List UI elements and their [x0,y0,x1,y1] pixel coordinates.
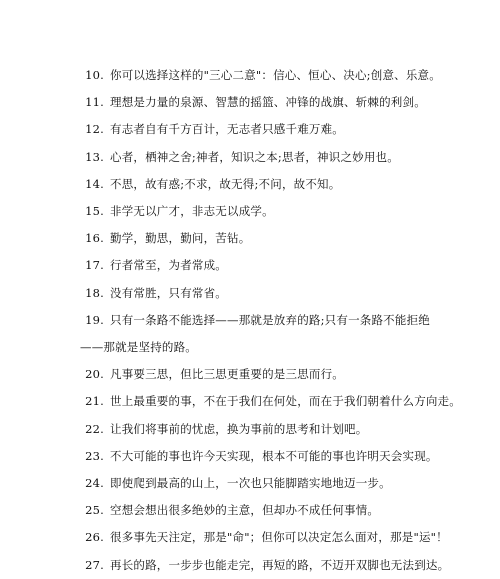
quote-item [0,470,500,497]
quote-number: 11. [85,95,104,110]
quote-text: 再长的路，一步步也能走完，再短的路，不迈开双脚也无法到达。 [110,557,450,572]
quote-text: 行者常至，为者常成。 [110,258,227,273]
quote-text: 即使爬到最高的山上，一次也只能脚踏实地地迈一步。 [110,476,391,491]
quote-item [0,416,500,443]
quote-text: 凡事要三思，但比三思更重要的是三思而行。 [110,367,344,382]
quote-item [0,116,500,143]
quote-number: 19. [85,312,104,327]
quote-number: 20. [85,367,104,382]
quote-text: 让我们将事前的忧虑，换为事前的思考和计划吧。 [110,421,368,436]
quote-item [0,388,500,415]
quote-item [0,443,500,470]
quote-text: 没有常胜，只有常省。 [110,285,227,300]
quote-text: 有志者自有千方百计，无志者只感千难万难。 [110,122,344,137]
quote-text: 理想是力量的泉源、智慧的摇篮、冲锋的战旗、斩棘的利剑。 [110,95,426,110]
quote-list [0,62,500,579]
quote-number: 18. [85,285,104,300]
quote-number: 23. [85,448,104,463]
quote-number: 26. [85,530,104,545]
quote-item [0,171,500,198]
quote-text: 你可以选择这样的"三心二意"：信心、恒心、决心;创意、乐意。 [110,68,441,82]
quote-item [0,144,500,171]
quote-number: 16. [85,231,104,246]
quote-number: 12. [85,122,104,137]
quote-number: 24. [85,476,104,491]
quote-text: 非学无以广才，非志无以成学。 [110,204,274,219]
quote-item [0,225,500,252]
quote-text: 不思，故有惑;不求，故无得;不问，故不知。 [110,176,341,191]
quote-item [0,62,500,89]
quote-number: 14. [85,176,104,191]
quote-number: 25. [85,503,104,518]
quote-number: 13. [85,149,104,164]
quote-text: 勤学，勤思，勤问，苦钻。 [110,231,251,246]
quote-number: 10. [85,68,104,82]
quote-item [0,307,500,361]
quote-item [0,252,500,279]
quote-number: 15. [85,204,104,219]
quote-continuation: ——那就是坚持的路。 [80,340,197,355]
quote-number: 17. [85,258,104,273]
quote-text: 很多事先天注定，那是"命"；但你可以决定怎么面对，那是"运"！ [110,530,448,545]
quote-item [0,280,500,307]
quote-text: 只有一条路不能选择——那就是放弃的路;只有一条路不能拒绝 [110,312,430,327]
quote-number: 22. [85,421,104,436]
quote-item [0,552,500,579]
quote-item [0,361,500,388]
quote-item [0,524,500,551]
quote-text: 空想会想出很多绝妙的主意，但却办不成任何事情。 [110,503,380,518]
quote-item [0,497,500,524]
quote-item [0,198,500,225]
quote-number: 21. [85,394,104,409]
quote-text: 世上最重要的事，不在于我们在何处，而在于我们朝着什么方向走。 [110,394,461,409]
quote-number: 27. [85,557,104,572]
quote-text: 心者，栖神之舍;神者，知识之本;思者，神识之妙用也。 [110,149,399,164]
quote-text: 不大可能的事也许今天实现，根本不可能的事也许明天会实现。 [110,448,438,463]
quote-item [0,89,500,116]
